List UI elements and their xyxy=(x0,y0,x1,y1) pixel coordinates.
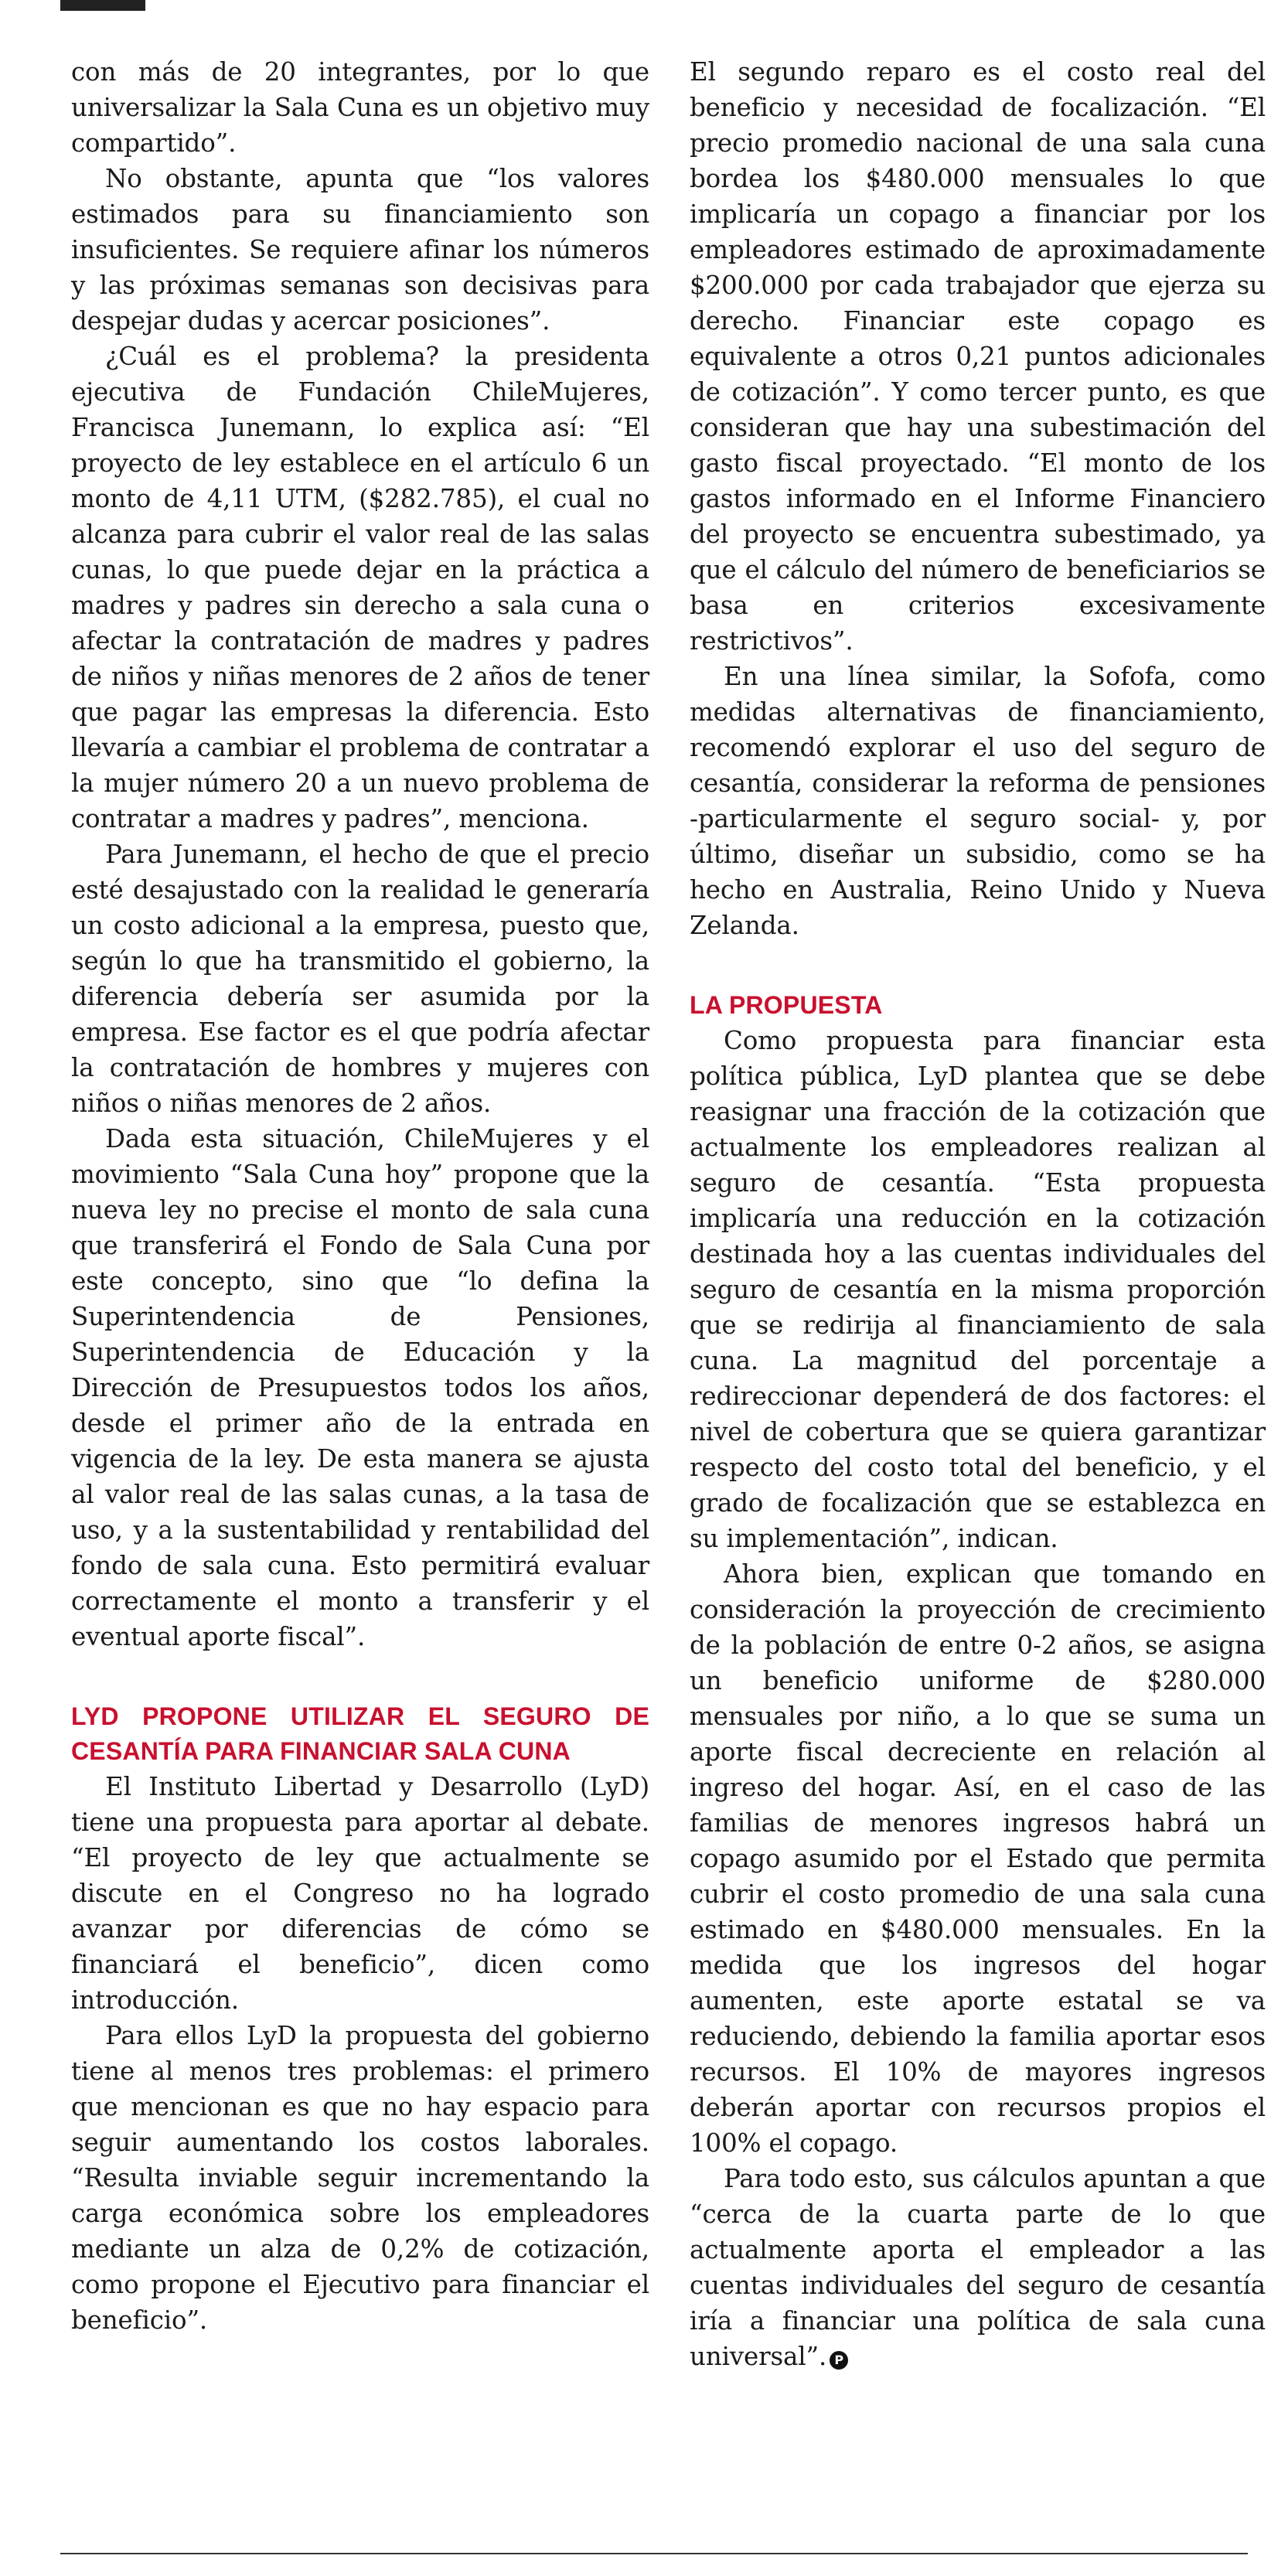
article-end-icon: P xyxy=(830,2351,848,2370)
paragraph: Como propuesta para financiar esta política pública, LyD plantea que se debe reasignar una fracción de la cotización que actualmente los empleadores realizan al seguro de cesantía. “Esta propuesta implicaría una reducción en la cotización destinada hoy a las cuentas individuales del seguro de cesantía en la misma proporción que se redirija al financiamiento de sala cuna. La magnitud del porcentaje a redireccionar dependerá de dos factores: el nivel de cobertura que se quiera garantizar respecto del costo total del beneficio, y el grado de focalización que se establezca en su implementación”, indican. xyxy=(690,1026,1266,1553)
paragraph: Ahora bien, explican que tomando en consideración la proyección de crecimiento de la población de entre 0-2 años, se asigna un beneficio uniforme de $280.000 mensuales por niño, a lo que se suma un aporte fiscal decreciente en relación al ingreso del hogar. Así, en el caso de las familias de menores ingresos habrá un copago asumido por el Estado que permita cubrir el costo promedio de una sala cuna estimado en $480.000 mensuales. En la medida que los ingresos del hogar aumenten, este aporte estatal se va reduciendo, debiendo la familia aportar esos recursos. El 10% de mayores ingresos deberán aportar con recursos propios el 100% el copago. xyxy=(690,1559,1266,2158)
paragraph: Para Junemann, el hecho de que el precio esté desajustado con la realidad le generaría un costo adicional a la empresa, puesto que, según lo que ha transmitido el gobierno, la diferencia debería ser asumida por la empresa. Ese factor es el que podría afectar la contratación de hombres y mujeres con niños o niñas menores de 2 años. xyxy=(71,840,649,1118)
paragraph: ¿Cuál es el problema? la presidenta ejecutiva de Fundación ChileMujeres, Francisca Junemann, lo explica así: “El proyecto de ley establece en el artículo 6 un monto de 4,11 UTM, ($282.785), el cual no alcanza para cubrir el valor real de las salas cunas, lo que puede dejar en la práctica a madres y padres sin derecho a sala cuna o afectar la contratación de madres y padres de niños y niñas menores de 2 años de tener que pagar las empresas la diferencia. Esto llevaría a cambiar el problema de contratar a la mujer número 20 a un nuevo problema de contratar a madres y padres”, menciona. xyxy=(71,342,649,833)
paragraph: con más de 20 integrantes, por lo que universalizar la Sala Cuna es un objetivo muy compartido”. xyxy=(71,57,649,158)
paragraph: No obstante, apunta que “los valores estimados para su financiamiento son insuficientes. Se requiere afinar los números y las próximas semanas son decisivas para despejar dudas y acercar posiciones”. xyxy=(71,164,649,336)
paragraph-text: Para todo esto, sus cálculos apuntan a que “cerca de la cuarta parte de lo que actualmente aporta el empleador a las cuentas individuales del seguro de cesantía iría a financiar una política de sala cuna universal”. xyxy=(690,2164,1266,2371)
paragraph: El segundo reparo es el costo real del beneficio y necesidad de focalización. “El precio promedio nacional de una sala cuna bordea los $480.000 mensuales lo que implicaría un copago a financiar por los empleadores estimado de aproximadamente $200.000 por cada trabajador que ejerza su derecho. Financiar este copago es equivalente a otros 0,21 puntos adicionales de cotización”. Y como tercer punto, es que consideran que hay una subestimación del gasto fiscal proyectado. “El monto de los gastos informado en el Informe Financiero del proyecto se encuentra subestimado, ya que el cálculo del número de beneficiarios se basa en criterios excesivamente restrictivos”. xyxy=(690,57,1266,656)
bottom-divider xyxy=(60,2553,1248,2554)
page-header-mark xyxy=(60,0,145,11)
paragraph: En una línea similar, la Sofofa, como medidas alternativas de financiamiento, recomendó explorar el uso del seguro de cesantía, considerar la reforma de pensiones -particularmente el seguro social- y, por último, diseñar un subsidio, como se ha hecho en Australia, Reino Unido y Nueva Zelanda. xyxy=(690,662,1266,940)
article-column-right xyxy=(690,54,1266,2374)
paragraph: Para ellos LyD la propuesta del gobierno tiene al menos tres problemas: el primero que mencionan es que no hay espacio para seguir aumentando los costos laborales. “Resulta inviable seguir incrementando la carga económica sobre los empleadores mediante un alza de 0,2% de cotización, como propone el Ejecutivo para financiar el beneficio”. xyxy=(71,2021,649,2335)
section-heading: LYD PROPONE UTILIZAR EL SEGURO DE CESANTÍA PARA FINANCIAR SALA CUNA xyxy=(71,1702,649,1765)
paragraph: Dada esta situación, ChileMujeres y el movimiento “Sala Cuna hoy” propone que la nueva ley no precise el monto de sala cuna que transferirá el Fondo de Sala Cuna por este concepto, sino que “lo defina la Superintendencia de Pensiones, Superintendencia de Educación y la Dirección de Presupuestos todos los años, desde el primer año de la entrada en vigencia de la ley. De esta manera se ajusta al valor real de las salas cunas, a la tasa de uso, y a la sustentabilidad y rentabilidad del fondo de sala cuna. Esto permitirá evaluar correctamente el monto a transferir y el eventual aporte fiscal”. xyxy=(71,1124,649,1651)
paragraph: El Instituto Libertad y Desarrollo (LyD) tiene una propuesta para aportar al debate. “El proyecto de ley que actualmente se discute en el Congreso no ha logrado avanzar por diferencias de cómo se financiará el beneficio”, dicen como introducción. xyxy=(71,1772,649,2015)
paragraph xyxy=(690,2161,1266,2374)
section-heading: LA PROPUESTA xyxy=(690,991,883,1019)
article-column-left xyxy=(71,54,649,2338)
